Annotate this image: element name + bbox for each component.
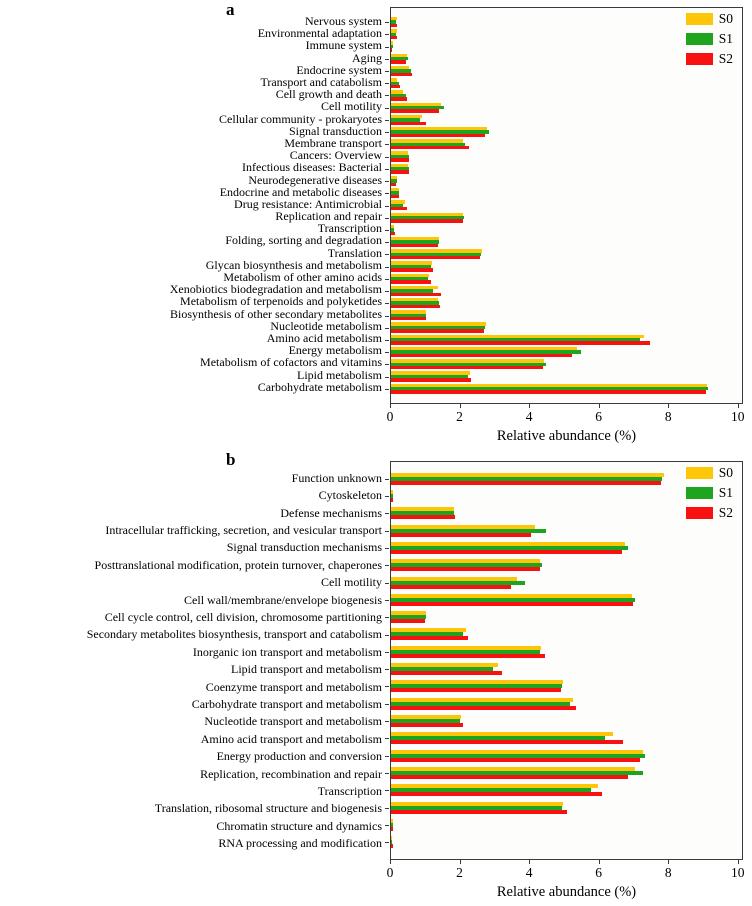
bar-group [391,248,742,260]
category-label: Cell wall/membrane/envelope biogenesis [184,592,382,607]
y-tick-mark [385,120,389,121]
category-label: Folding, sorting and degradation [225,233,382,248]
y-tick-mark [385,842,389,843]
category-label: Secondary metabolites biosynthesis, transport and catabolism [86,627,382,642]
y-tick-mark [385,756,389,757]
bar-s2 [391,341,650,344]
bar-s2 [391,792,602,796]
bar-s2 [391,134,485,137]
bar-group [391,138,742,150]
legend-item-s0 [686,13,733,25]
y-tick-mark [385,496,389,497]
bar-group [391,557,742,574]
bar-group [391,678,742,695]
bar-s2 [391,207,407,210]
y-tick-mark [385,291,389,292]
bar-s2 [391,515,455,519]
bar-groups [391,470,742,851]
y-tick-mark [385,513,389,514]
bar-group [391,285,742,297]
bar-group [391,346,742,358]
category-label: Cell growth and death [275,87,382,102]
bar-s2 [391,740,623,744]
category-label: Translation, ribosomal structure and biogenesis [154,801,382,816]
category-label: Transport and catabolism [260,75,382,90]
bar-group [391,150,742,162]
bar-group [391,609,742,626]
category-label: Posttranslational modification, protein turnover, chaperones [94,557,382,572]
panel-letter-b: b [226,450,236,469]
category-label: Signal transduction mechanisms [226,540,382,555]
x-tick-mark [460,860,461,864]
x-tick-label: 10 [731,409,745,424]
x-tick-mark [460,404,461,408]
bar-s2 [391,844,393,848]
y-tick-mark [385,108,389,109]
bar-group [391,712,742,729]
bar-group [391,539,742,556]
bar-s2 [391,305,440,308]
category-label: Lipid transport and metabolism [231,662,382,677]
bar-group [391,260,742,272]
bar-s2 [391,366,543,369]
category-label: Lipid metabolism [297,367,382,382]
bar-group [391,574,742,591]
y-tick-mark [385,364,389,365]
x-axis-ticks [386,863,745,881]
bar-s2 [391,268,433,271]
bar-group [391,643,742,660]
x-tick-mark [529,860,530,864]
bar-s2 [391,706,576,710]
y-tick-mark [385,652,389,653]
x-tick-label: 6 [595,409,603,424]
legend-label: S2 [718,505,733,521]
y-tick-mark [385,790,389,791]
bar-s2 [391,378,471,381]
x-tick-label: 4 [525,865,533,880]
category-label: Neurodegenerative diseases [248,172,382,187]
plot-area [390,461,743,860]
x-tick-label: 0 [386,409,394,424]
category-label: Cell cycle control, cell division, chromosome partitioning [104,609,382,624]
legend-item-s1 [686,33,733,45]
legend-swatch-s1 [686,33,713,45]
category-label: Aging [352,50,382,65]
category-label: Nervous system [305,14,382,29]
panel-a-chart [0,0,752,447]
category-label: Environmental adaptation [257,26,382,41]
legend [686,467,733,527]
legend-item-s0 [686,467,733,479]
y-tick-mark [385,377,389,378]
x-axis-label: Relative abundance (%) [496,884,637,900]
x-tick-mark [529,404,530,408]
bar-group [391,89,742,101]
legend-item-s2 [686,53,733,65]
bar-s2 [391,36,397,39]
bar-group [391,77,742,89]
category-label: Cell motility [320,99,382,114]
bar-s2 [391,481,661,485]
legend-swatch-s2 [686,53,713,65]
bar-s2 [391,256,480,259]
legend-label: S2 [718,51,733,67]
bar-s2 [391,533,531,537]
y-tick-mark [385,71,389,72]
bar-s2 [391,810,567,814]
category-label: Biosynthesis of other secondary metabolites [170,306,382,321]
x-tick-label: 2 [456,865,463,880]
y-tick-mark [385,242,389,243]
bar-group [391,334,742,346]
bar-group [391,747,742,764]
category-label: Replication and repair [275,209,382,224]
x-tick-label: 4 [525,409,533,424]
y-tick-mark [385,352,389,353]
bar-group [391,309,742,321]
x-tick-mark [599,404,600,408]
bar-s2 [391,619,425,623]
legend-item-s1 [686,487,733,499]
y-tick-mark [385,144,389,145]
bar-group [391,187,742,199]
y-tick-mark [385,157,389,158]
x-axis-ticks [386,407,745,425]
y-tick-mark [385,583,389,584]
y-tick-mark [385,738,389,739]
x-tick-label: 8 [664,409,672,424]
bar-s2 [391,671,502,675]
x-tick-mark [668,860,669,864]
bar-s2 [391,232,395,235]
y-tick-mark [385,230,389,231]
bar-s2 [391,122,426,125]
y-tick-mark [385,825,389,826]
bar-s2 [391,244,438,247]
y-tick-mark [385,267,389,268]
y-tick-mark [385,83,389,84]
category-axis-labels [0,469,385,852]
bar-s2 [391,723,463,727]
category-label: Chromatin structure and dynamics [216,818,382,833]
category-label: Energy metabolism [288,343,382,358]
category-label: Metabolism of terpenoids and polyketides [180,294,382,309]
bar-s2 [391,170,409,173]
bar-s2 [391,688,561,692]
category-label: Cytoskeleton [318,488,382,503]
y-tick-mark [385,773,389,774]
y-tick-mark [385,704,389,705]
bar-group [391,212,742,224]
bar-s2 [391,567,540,571]
x-tick-label: 10 [731,865,745,880]
bar-group [391,660,742,677]
y-tick-mark [385,686,389,687]
y-tick-mark [385,565,389,566]
bar-s2 [391,827,393,831]
x-tick-label: 6 [595,865,603,880]
category-label: Energy production and conversion [216,749,382,764]
category-label: Transcription [317,784,382,799]
y-tick-mark [385,206,389,207]
y-tick-mark [385,169,389,170]
bar-group [391,799,742,816]
bar-s2 [391,329,484,332]
y-tick-mark [385,181,389,182]
y-tick-mark [385,479,389,480]
category-label: Carbohydrate metabolism [257,379,382,394]
category-label: Infectious diseases: Bacterial [242,160,382,175]
bar-s2 [391,48,392,51]
panel-b-chart [0,447,752,906]
x-tick-label: 2 [456,409,463,424]
category-label: Inorganic ion transport and metabolism [192,644,382,659]
bar-s2 [391,354,572,357]
bar-group [391,782,742,799]
x-tick-mark [390,860,391,864]
bar-s2 [391,498,393,502]
legend-swatch-s2 [686,507,713,519]
category-label: RNA processing and modification [218,836,382,851]
legend-item-s2 [686,507,733,519]
legend-label: S1 [718,485,733,501]
y-tick-mark [385,218,389,219]
bar-group [391,383,742,395]
category-axis-labels [0,15,385,393]
category-label: Signal transduction [289,123,382,138]
bar-s2 [391,550,622,554]
category-label: Immune system [305,38,382,53]
plot-area [390,7,743,404]
bar-s2 [391,585,511,589]
y-tick-mark [385,193,389,194]
x-tick-mark [738,860,739,864]
bar-group [391,321,742,333]
x-tick-mark [738,404,739,408]
y-tick-mark [385,47,389,48]
bar-group [391,126,742,138]
category-label: Drug resistance: Antimicrobial [234,196,382,211]
bar-s2 [391,97,407,100]
y-tick-mark [385,316,389,317]
bar-s2 [391,636,468,640]
legend-label: S1 [718,31,733,47]
y-tick-mark [385,95,389,96]
bar-group [391,199,742,211]
legend [686,13,733,73]
y-tick-mark [385,340,389,341]
category-label: Cellular community - prokaryotes [219,111,382,126]
category-label: Glycan biosynthesis and metabolism [205,257,382,272]
bar-s2 [391,758,640,762]
bar-group [391,114,742,126]
category-label: Endocrine and metabolic diseases [219,184,382,199]
category-label: Nucleotide metabolism [270,318,382,333]
y-tick-mark [385,389,389,390]
category-label: Coenzyme transport and metabolism [205,679,382,694]
bar-s2 [391,24,397,27]
legend-swatch-s0 [686,467,713,479]
category-label: Defense mechanisms [280,505,382,520]
panel-letter-a: a [226,0,235,19]
category-label: Endocrine system [296,62,382,77]
bar-group [391,370,742,382]
bar-group [391,730,742,747]
bar-group [391,591,742,608]
y-tick-mark [385,34,389,35]
bar-group [391,358,742,370]
category-label: Transcription [317,221,382,236]
bar-s2 [391,85,400,88]
bar-group [391,297,742,309]
bar-group [391,236,742,248]
y-tick-mark [385,328,389,329]
bar-s2 [391,654,545,658]
legend-swatch-s0 [686,13,713,25]
category-label: Cell motility [320,575,382,590]
category-label: Nucleotide transport and metabolism [204,714,382,729]
bar-s2 [391,280,431,283]
y-tick-mark [385,617,389,618]
bar-group [391,764,742,781]
legend-label: S0 [718,11,733,27]
x-tick-mark [390,404,391,408]
x-axis-label: Relative abundance (%) [496,428,637,444]
category-label: Replication, recombination and repair [200,766,382,781]
bar-s2 [391,73,412,76]
y-tick-mark [385,59,389,60]
bar-group [391,102,742,114]
legend-label: S0 [718,465,733,481]
y-tick-mark [385,721,389,722]
bar-group [391,834,742,851]
bar-s2 [391,60,406,63]
category-label: Metabolism of other amino acids [223,270,382,285]
bar-group [391,273,742,285]
category-label: Amino acid metabolism [266,330,382,345]
y-tick-mark [385,548,389,549]
legend-swatch-s1 [686,487,713,499]
category-label: Cancers: Overview [289,148,382,163]
bar-s2 [391,317,426,320]
y-tick-mark [385,254,389,255]
bar-group [391,695,742,712]
bar-group [391,163,742,175]
bar-s2 [391,195,399,198]
bar-group [391,816,742,833]
category-label: Metabolism of cofactors and vitamins [200,355,382,370]
y-tick-mark [385,600,389,601]
x-tick-mark [668,404,669,408]
bar-s2 [391,390,706,393]
x-tick-label: 8 [664,865,672,880]
y-tick-mark [385,22,389,23]
x-tick-mark [599,860,600,864]
bar-s2 [391,602,633,606]
bar-s2 [391,775,628,779]
category-label: Carbohydrate transport and metabolism [191,696,382,711]
bar-s2 [391,183,396,186]
bar-s2 [391,158,409,161]
x-tick-label: 0 [386,865,394,880]
y-tick-mark [385,531,389,532]
category-label: Xenobiotics biodegradation and metabolism [169,282,382,297]
category-label: Intracellular trafficking, secretion, and vesicular transport [105,522,382,537]
category-label: Membrane transport [284,135,382,150]
category-label: Function unknown [291,470,382,485]
category-label: Amino acid transport and metabolism [200,731,382,746]
y-tick-mark [385,669,389,670]
category-label: Translation [327,245,382,260]
y-tick-mark [385,279,389,280]
y-tick-mark [385,808,389,809]
bar-group [391,626,742,643]
bar-group [391,175,742,187]
bar-group [391,224,742,236]
y-tick-mark [385,635,389,636]
bar-s2 [391,146,469,149]
y-tick-mark [385,132,389,133]
bar-s2 [391,219,463,222]
bar-s2 [391,293,441,296]
bar-s2 [391,109,439,112]
y-tick-mark [385,303,389,304]
